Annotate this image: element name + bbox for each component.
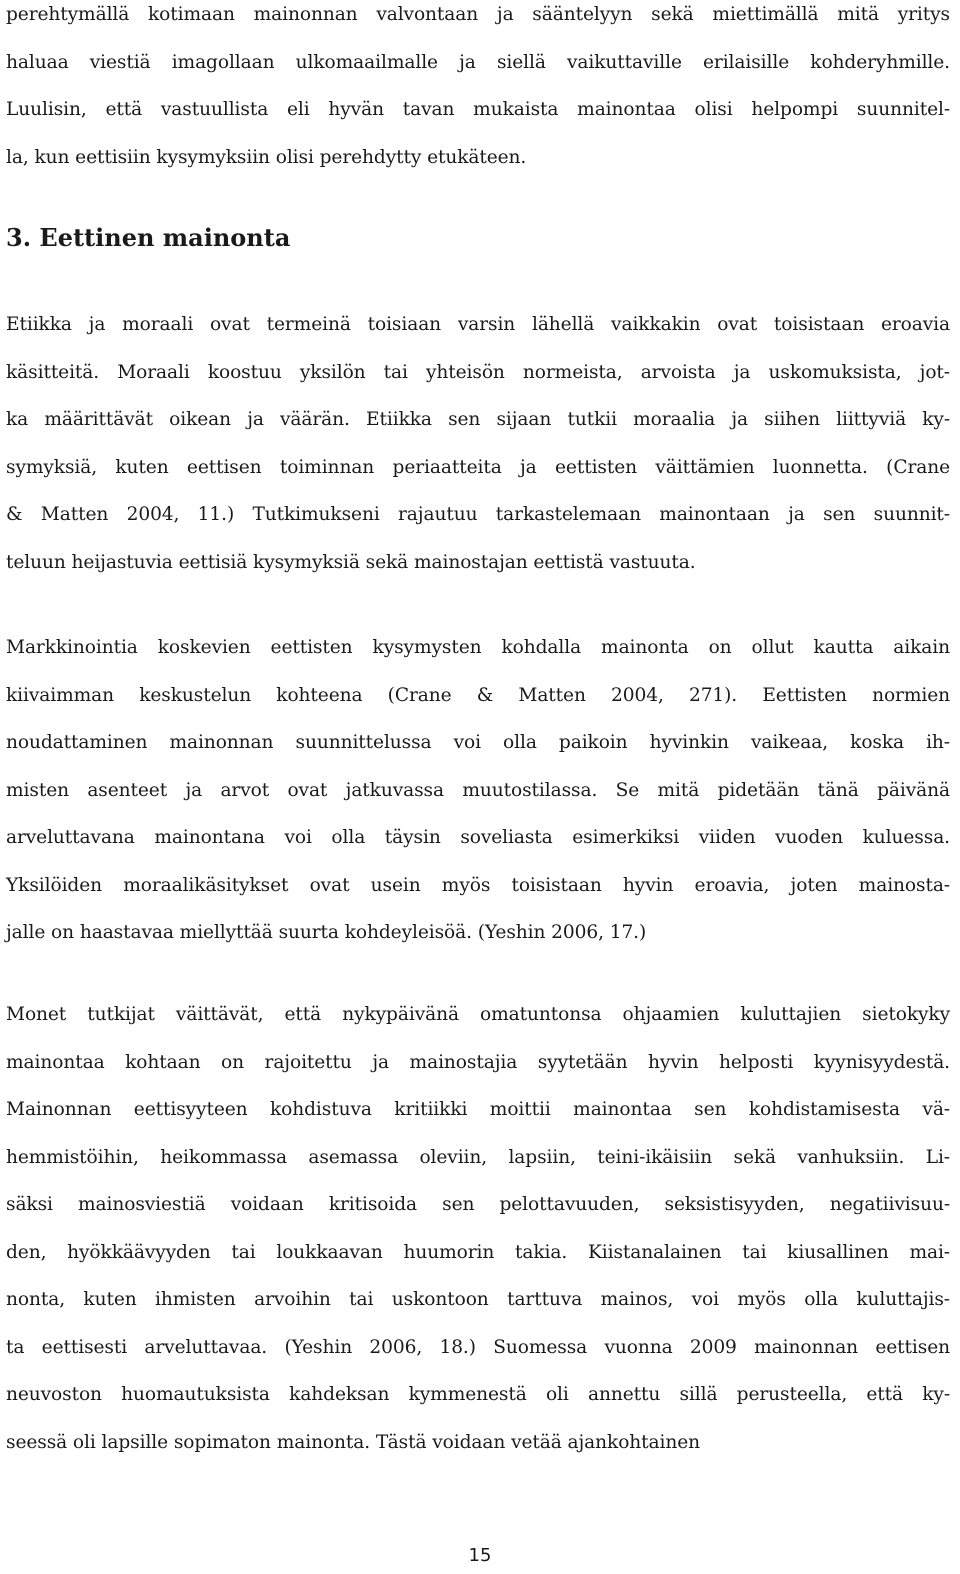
text-line: den, hyökkäävyyden tai loukkaavan huumorin takia. Kiistanalainen tai kiusallinen mai- xyxy=(6,1241,950,1263)
text-line: Luulisin, että vastuullista eli hyvän tavan mukaista mainontaa olisi helpompi suunnitel- xyxy=(6,99,950,120)
text-line: perehtymällä kotimaan mainonnan valvontaan ja sääntelyyn sekä miettimällä mitä yritys xyxy=(6,4,950,25)
text-line: mainontaa kohtaan on rajoitettu ja mainostajia syytetään hyvin helposti kyynisyydestä. xyxy=(6,1051,950,1073)
text-line: ka määrittävät oikean ja väärän. Etiikka sen sijaan tutkii moraalia ja siihen liittyviä ky- xyxy=(6,409,950,430)
text-line: säksi mainosviestiä voidaan kritisoida sen pelottavuuden, seksistisyyden, negatiivisuu- xyxy=(6,1194,950,1215)
text-line: Mainonnan eettisyyteen kohdistuva kritiikki moittii mainontaa sen kohdistamisesta vä- xyxy=(6,1099,950,1120)
text-line: Yksilöiden moraalikäsitykset ovat usein myös toisistaan hyvin eroavia, joten mainosta- xyxy=(6,874,950,896)
text-line: haluaa viestiä imagollaan ulkomaailmalle ja siellä vaikuttaville erilaisille kohderyhmille. xyxy=(6,51,950,73)
text-line: hemmistöihin, heikommassa asemassa oleviin, lapsiin, teini-ikäisiin sekä vanhuksiin. Li- xyxy=(6,1146,950,1168)
paragraph-advertising-criticism xyxy=(6,991,950,1466)
text-line: käsitteitä. Moraali koostuu yksilön tai yhteisön normeista, arvoista ja uskomuksista, jot- xyxy=(6,361,950,383)
text-line: jalle on haastavaa miellyttää suurta kohdeyleisöä. (Yeshin 2006, 17.) xyxy=(6,922,647,943)
page-number: 15 xyxy=(468,1545,492,1566)
section-heading: 3. Eettinen mainonta xyxy=(6,223,291,252)
text-line: neuvoston huomautuksista kahdeksan kymmenestä oli annettu sillä perusteella, että ky- xyxy=(6,1384,950,1405)
text-line: Monet tutkijat väittävät, että nykypäivänä omatuntonsa ohjaamien kuluttajien sietokyky xyxy=(6,1004,950,1025)
text-line: teluun heijastuvia eettisiä kysymyksiä sekä mainostajan eettistä vastuuta. xyxy=(6,551,696,573)
text-line: noudattaminen mainonnan suunnittelussa voi olla paikoin hyvinkin vaikeaa, koska ih- xyxy=(6,732,950,753)
text-line: nonta, kuten ihmisten arvoihin tai uskontoon tarttuva mainos, voi myös olla kuluttajis- xyxy=(6,1289,950,1310)
paragraph-ethics-morality xyxy=(6,301,950,586)
text-line: arveluttavana mainontana voi olla täysin soveliasta esimerkiksi viiden vuoden kuluessa. xyxy=(6,827,950,848)
text-line: kiivaimman keskustelun kohteena (Crane & Matten 2004, 271). Eettisten normien xyxy=(6,684,950,706)
text-line: Etiikka ja moraali ovat termeinä toisiaan varsin lähellä vaikkakin ovat toisistaan eroavia xyxy=(6,314,950,335)
text-line: symyksiä, kuten eettisen toiminnan periaatteita ja eettisten väittämien luonnetta. (Crane xyxy=(6,456,950,478)
paragraph-marketing-ethics xyxy=(6,624,950,957)
text-line: ta eettisesti arveluttavaa. (Yeshin 2006, 18.) Suomessa vuonna 2009 mainonnan eettisen xyxy=(6,1336,950,1358)
intro-paragraph xyxy=(6,0,950,181)
text-line: Markkinointia koskevien eettisten kysymysten kohdalla mainonta on ollut kautta aikain xyxy=(6,637,950,658)
text-line: la, kun eettisiin kysymyksiin olisi perehdytty etukäteen. xyxy=(6,146,527,168)
text-line: seessä oli lapsille sopimaton mainonta. Tästä voidaan vetää ajankohtainen xyxy=(6,1431,701,1453)
text-line: & Matten 2004, 11.) Tutkimukseni rajautuu tarkastelemaan mainontaan ja sen suunnit- xyxy=(6,504,950,525)
text-line: misten asenteet ja arvot ovat jatkuvassa muutostilassa. Se mitä pidetään tänä päivänä xyxy=(6,779,950,801)
